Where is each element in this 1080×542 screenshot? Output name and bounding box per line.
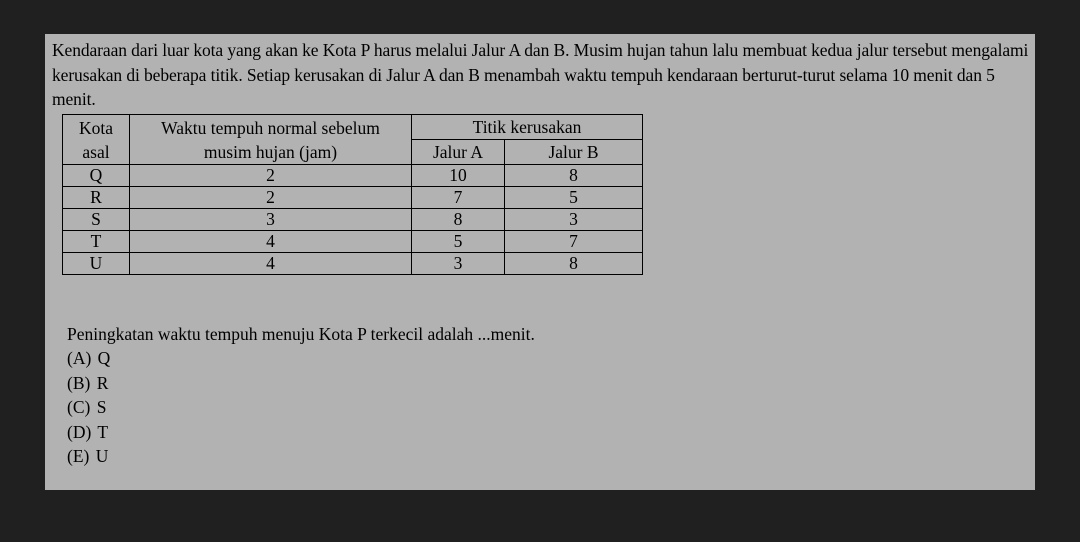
cell-city: U (63, 253, 130, 275)
intro-text: Kendaraan dari luar kota yang akan ke Kota P harus melalui Jalur A dan B. Musim hujan tahun lalu membuat kedua jalur tersebut mengalami kerusakan di beberapa titik. Setiap kerusakan di Jalur A dan B menambah waktu tempuh kendaraan berturut-turut selama 10 menit dan 5 menit. (52, 40, 1029, 109)
header-damage-points: Titik kerusakan (412, 115, 643, 140)
cell-time: 3 (130, 209, 412, 231)
cell-time: 2 (130, 187, 412, 209)
header-route-a: Jalur A (412, 140, 505, 165)
cell-city: S (63, 209, 130, 231)
cell-time: 2 (130, 165, 412, 187)
cell-route-b: 8 (505, 165, 643, 187)
option-letter: (A) (67, 348, 92, 368)
option-text: Q (97, 348, 111, 368)
option-text: S (96, 397, 107, 417)
option-d[interactable] (67, 420, 110, 445)
option-letter: (E) (67, 446, 90, 466)
cell-route-a: 3 (412, 253, 505, 275)
option-text: U (95, 446, 109, 466)
option-c[interactable] (67, 395, 110, 420)
cell-city: Q (63, 165, 130, 187)
option-a[interactable] (67, 346, 110, 371)
cell-route-a: 8 (412, 209, 505, 231)
option-b[interactable] (67, 371, 110, 396)
header-normal-time: Waktu tempuh normal sebelum musim hujan (jam) (130, 115, 412, 165)
table-row (63, 253, 643, 275)
table-row (63, 187, 643, 209)
cell-route-a: 10 (412, 165, 505, 187)
option-e[interactable] (67, 444, 110, 469)
option-text: R (96, 372, 109, 393)
header-route-b: Jalur B (505, 140, 643, 165)
cell-time: 4 (130, 253, 412, 275)
cell-city: T (63, 231, 130, 253)
table-row (63, 165, 643, 187)
option-letter: (B) (67, 372, 91, 393)
cell-city: R (63, 187, 130, 209)
table-row (63, 231, 643, 253)
option-letter: (D) (67, 421, 92, 442)
cell-route-b: 3 (505, 209, 643, 231)
option-letter: (C) (67, 397, 91, 417)
question-panel (45, 34, 1035, 490)
table-row (63, 209, 643, 231)
cell-route-b: 8 (505, 253, 643, 275)
cell-route-b: 5 (505, 187, 643, 209)
cell-route-a: 7 (412, 187, 505, 209)
cell-route-a: 5 (412, 231, 505, 253)
cell-route-b: 7 (505, 231, 643, 253)
cell-time: 4 (130, 231, 412, 253)
option-text: T (97, 421, 109, 442)
header-origin: Kota asal (63, 115, 130, 165)
question-text: Peningkatan waktu tempuh menuju Kota P terkecil adalah ...menit. (67, 324, 535, 344)
data-table (62, 114, 643, 275)
answer-options (67, 346, 110, 469)
